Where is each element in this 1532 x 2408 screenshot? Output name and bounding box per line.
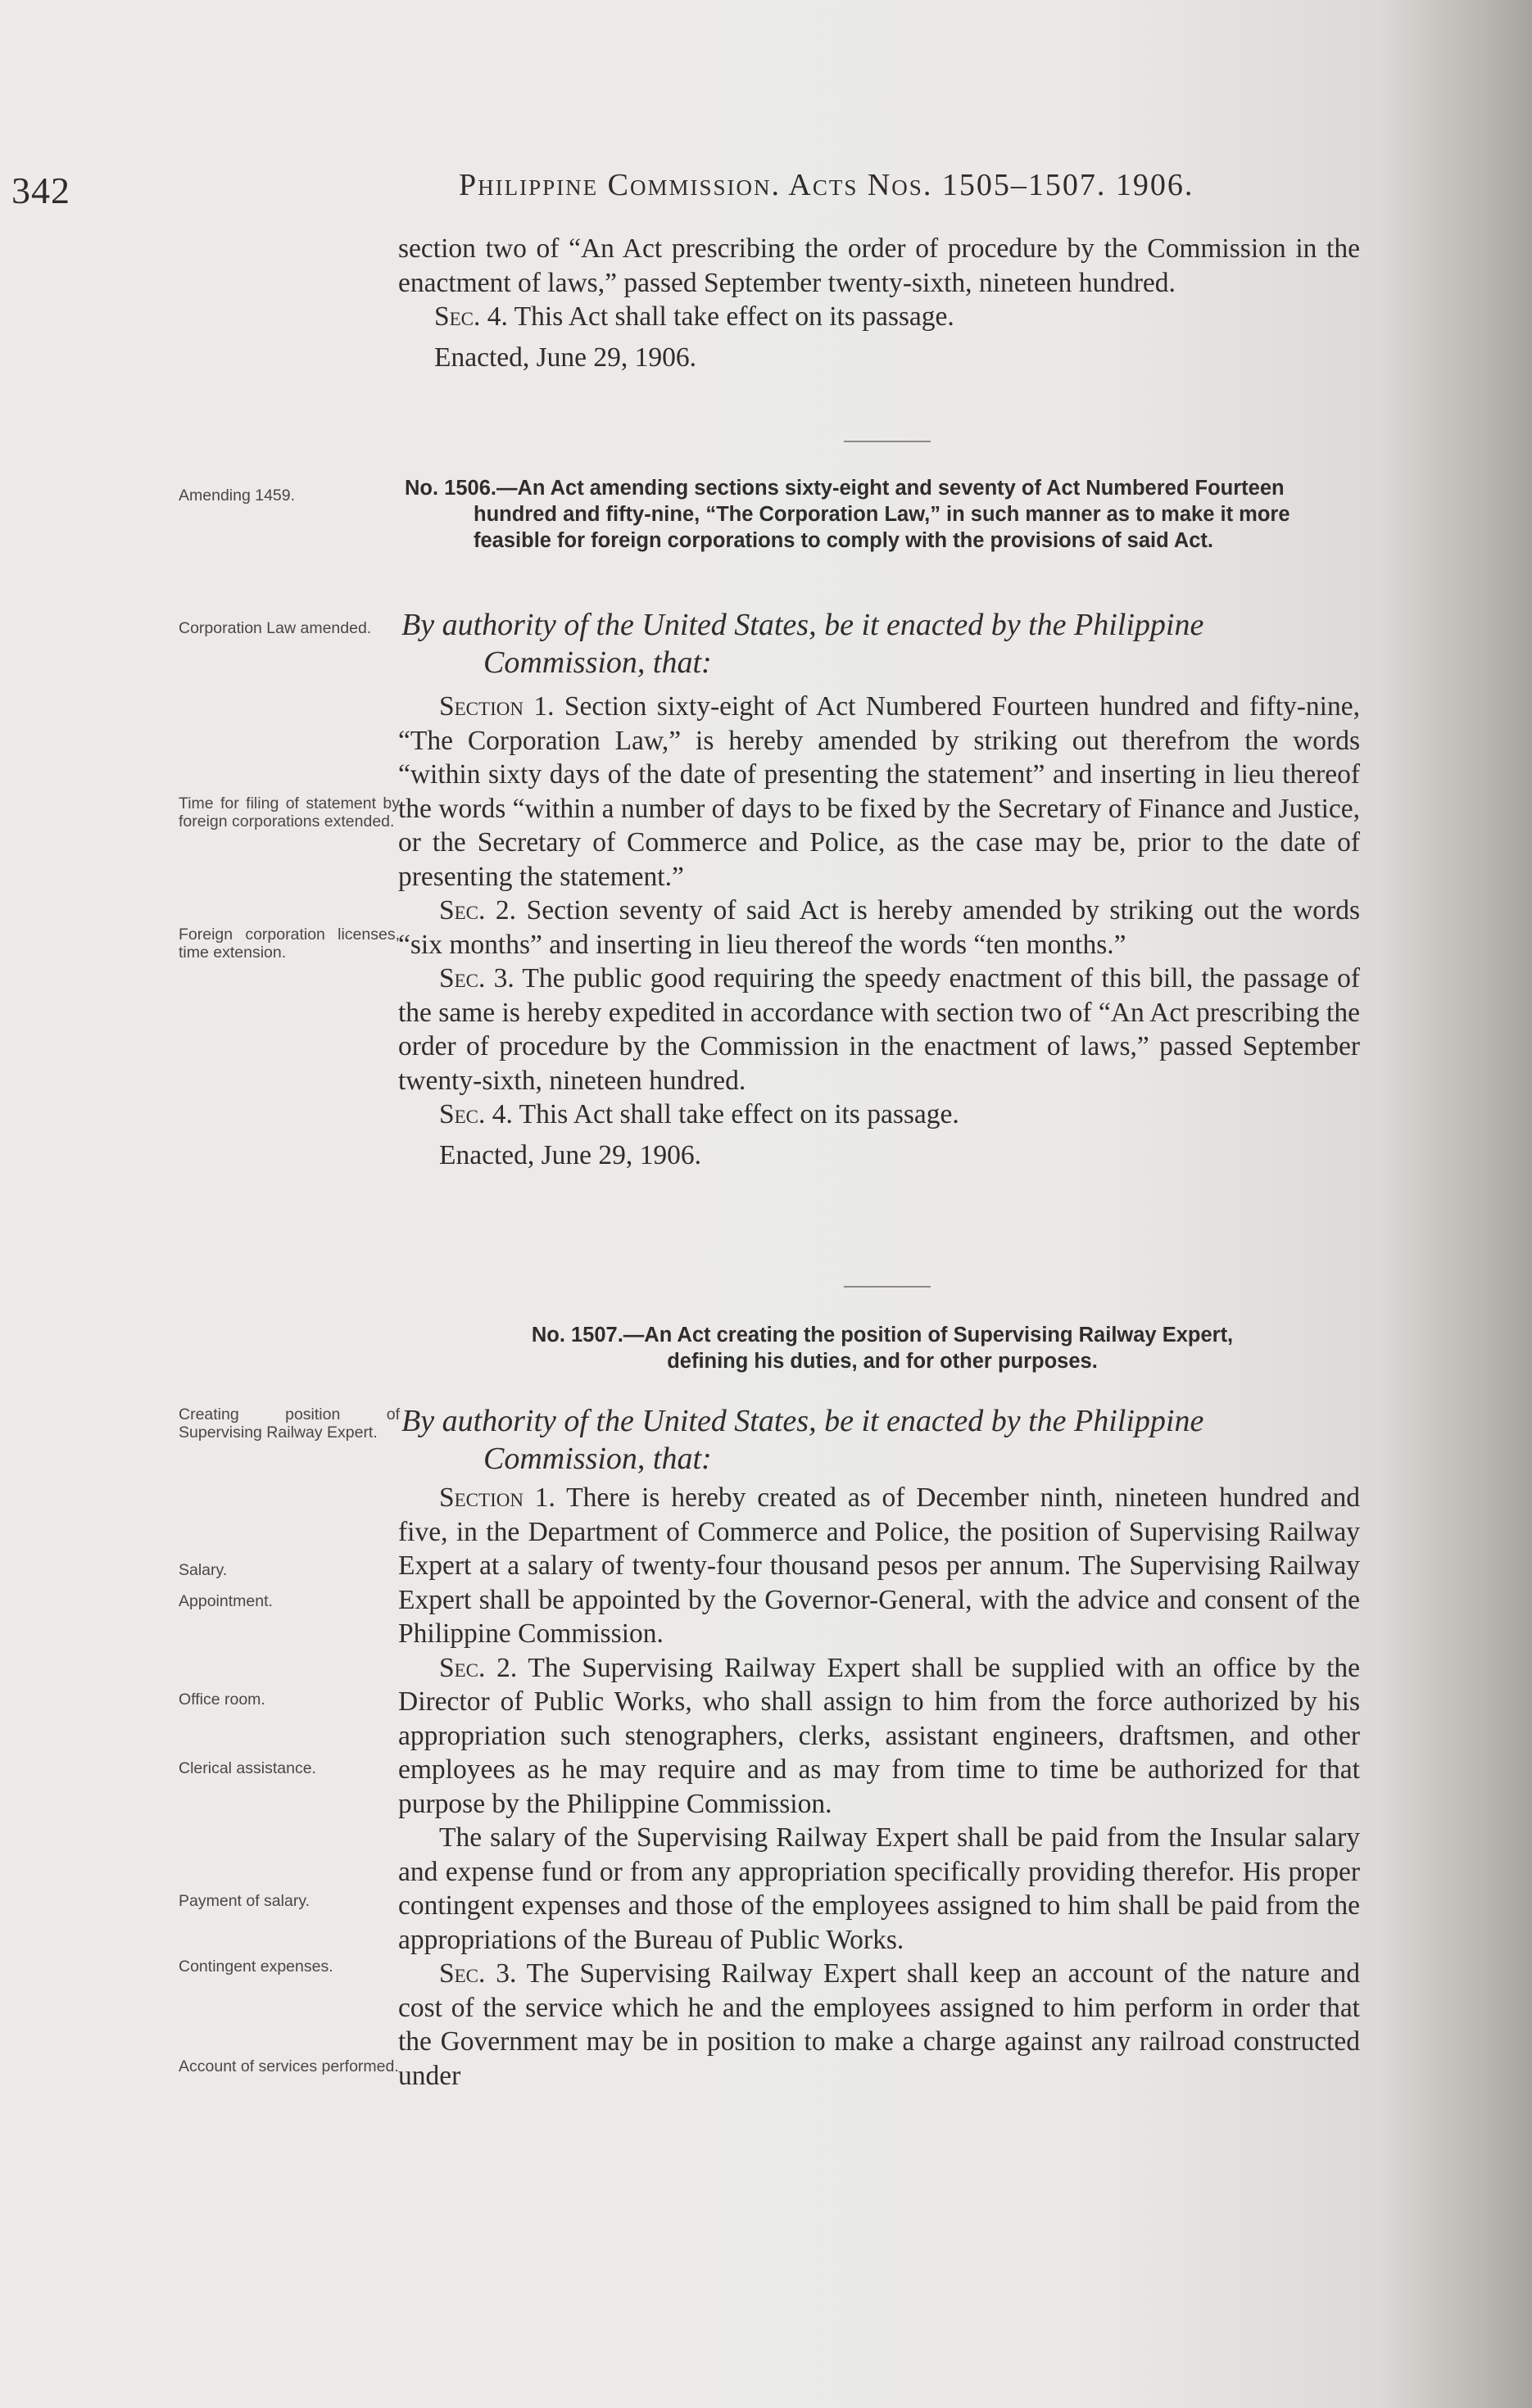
margin-note-office-room: Office room. [179, 1691, 265, 1709]
divider-rule [844, 441, 931, 442]
section-label: Sec. 3. [439, 1958, 517, 1989]
margin-note-payment-of-salary: Payment of salary. [179, 1892, 310, 1910]
margin-note-corporation-law: Corporation Law amended. [179, 619, 372, 637]
section-3-paragraph [398, 962, 1360, 1098]
section-2-paragraph [398, 1651, 1360, 1822]
section-text: The Supervising Railway Expert shall keep an account of the nature and cost of the service which he and the employees assigned to him perform in order that the Government may be in position to make a charge against any railroad constructed under [398, 1958, 1360, 2091]
enacted-date: Enacted, June 29, 1906. [434, 342, 697, 373]
section-label: Sec. 4. [439, 1099, 513, 1129]
divider-rule [844, 1286, 931, 1288]
section-4-paragraph [398, 1098, 1360, 1132]
act-title-line-2: defining his duties, and for other purposes. [667, 1350, 1098, 1373]
act-1507-body [398, 1481, 1360, 2093]
section-text: There is hereby created as of December ninth, nineteen hundred and five, in the Department of Commerce and Police, the position of Supervising Railway Expert at a salary of twenty-four thousand pesos per annum. The Supervising Railway Expert shall be appointed by the Governor-General, with the advice and consent of the Philippine Commission. [398, 1482, 1360, 1649]
running-head: Philippine Commission. Acts Nos. 1505–1507. 1906. [459, 168, 1194, 202]
margin-note-creating-position: Creating position of Supervising Railway Expert. [179, 1405, 400, 1442]
section-label: Sec. 4. [434, 301, 508, 332]
section-label: Sec. 2. [439, 895, 517, 926]
section-text: The Supervising Railway Expert shall be supplied with an office by the Director of Public Works, who shall assign to him from the force authorized by his appropriation such stenographers, clerks, assistant engineers, draftsmen, and other employees as he may require and as may from time to time be authorized for that purpose by the Philippine Commission. [398, 1652, 1361, 1819]
enacting-clause-line-1: By authority of the United States, be it enacted by the Philippine [401, 1404, 1204, 1438]
act-1506-title [405, 475, 1360, 554]
margin-note-contingent-expenses: Contingent expenses. [179, 1958, 333, 1976]
margin-note-salary: Salary. [179, 1561, 228, 1579]
margin-note-time-for-filing: Time for filing of statement by foreign corporations extended. [179, 794, 400, 831]
section-text: This Act shall take effect on its passage. [512, 1099, 959, 1129]
salary-paragraph: The salary of the Supervising Railway Expert shall be paid from the Insular salary and expense fund or from any appropriation specifically providing therefor. His proper contingent expenses and those of the employees assigned to him shall be paid from the appropriations of the Bureau of Public Works. [398, 1822, 1360, 1955]
act-title-text: No. 1506.—An Act amending sections sixty-eight and seventy of Act Numbered Fourteen hundred and fifty-nine, “The Corporation Law,” in such manner as to make it more feasible for foreign corporations to comply with the provisions of said Act. [405, 477, 1290, 552]
enacting-clause-line-2: Commission, that: [483, 645, 712, 680]
paragraph-continuation: section two of “An Act prescribing the order of procedure by the Commission in the enactment of laws,” passed September twenty-sixth, nineteen hundred. [398, 233, 1360, 298]
section-text: Section seventy of said Act is hereby amended by striking out the words “six months” and inserting in lieu thereof the words “ten months.” [398, 895, 1361, 960]
section-label: Section 1. [439, 691, 555, 722]
margin-note-account-of-services: Account of services performed. [179, 2057, 399, 2075]
section-text: The public good requiring the speedy enactment of this bill, the passage of the same is hereby expedited in accordance with section two of “An Act prescribing the order of procedure by the Commission in the enactment of laws,” passed September twenty-sixth, nineteen hundred. [398, 963, 1360, 1096]
margin-note-foreign-licenses: Foreign corporation licenses, time extension. [179, 926, 400, 962]
section-1-paragraph [398, 1481, 1360, 1651]
act-title-line-1: No. 1507.—An Act creating the position of Supervising Railway Expert, [531, 1324, 1234, 1347]
margin-note-appointment: Appointment. [179, 1592, 273, 1610]
section-label: Section 1. [439, 1482, 555, 1513]
enacting-clause [401, 606, 1364, 681]
enacting-clause-line-2: Commission, that: [483, 1442, 712, 1476]
margin-note-clerical-assistance: Clerical assistance. [179, 1759, 316, 1777]
act-1505-tail [398, 232, 1360, 374]
section-1-paragraph [398, 690, 1360, 894]
page-number: 342 [11, 170, 70, 211]
section-4-paragraph [398, 300, 1360, 334]
section-label: Sec. 2. [439, 1652, 518, 1683]
section-text: This Act shall take effect on its passage. [507, 301, 954, 332]
enacting-clause-line-1: By authority of the United States, be it enacted by the Philippine [401, 608, 1204, 642]
enacted-date: Enacted, June 29, 1906. [439, 1139, 702, 1170]
act-1507-title [405, 1322, 1360, 1374]
margin-note-amending: Amending 1459. [179, 487, 296, 505]
section-2-paragraph [398, 894, 1360, 962]
enacting-clause [401, 1402, 1364, 1478]
section-text: Section sixty-eight of Act Numbered Fourteen hundred and fifty-nine, “The Corporation Law,” is hereby amended by striking out therefrom the words “within sixty days of the date of presenting the statement” and inserting in lieu thereof the words “within a number of days to be fixed by the Secretary of Finance and Justice, or the Secretary of Commerce and Police, as the case may be, prior to the date of presenting the statement.” [398, 691, 1360, 892]
act-1506-body [398, 690, 1360, 1172]
section-3-paragraph [398, 1957, 1360, 2093]
section-label: Sec. 3. [439, 963, 514, 994]
